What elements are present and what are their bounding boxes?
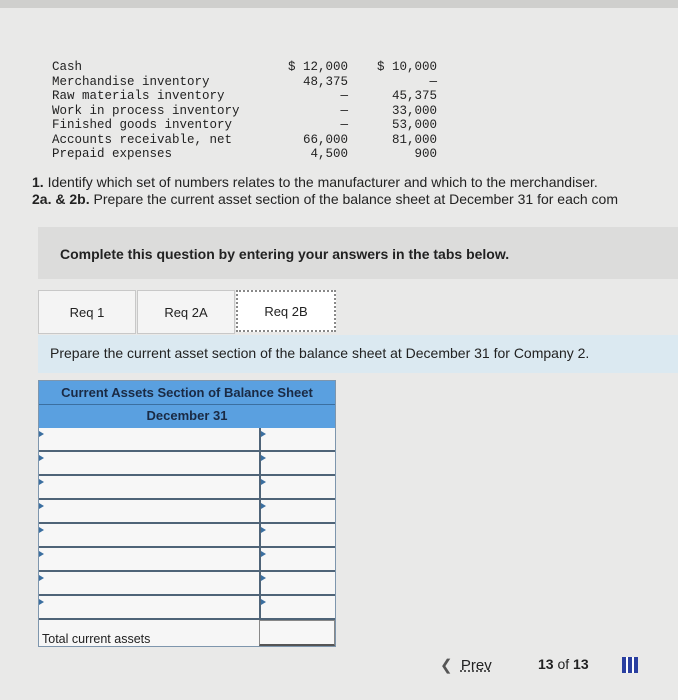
data-cell-c1: — [340, 89, 348, 103]
account-dropdown[interactable] [39, 452, 261, 474]
table-row [39, 572, 335, 596]
data-cell-c2: 33,000 [391, 103, 437, 118]
amount-input[interactable] [261, 596, 335, 618]
sheet-date: December 31 [39, 405, 335, 428]
data-cell-label: Raw materials inventory [52, 89, 225, 103]
dropdown-marker-icon [39, 455, 44, 461]
balance-sheet-table [38, 380, 336, 647]
data-cell-c1: 66,000 [302, 132, 348, 147]
banner-text: Complete this question by entering your answers in the tabs below. [60, 246, 510, 262]
dropdown-marker-icon [39, 599, 44, 605]
data-cell-label: Prepaid expenses [52, 147, 173, 161]
q2-number: 2a. & 2b. [32, 191, 90, 207]
tab-req-2a[interactable]: Req 2A [137, 290, 235, 334]
amount-input[interactable] [261, 428, 335, 450]
dropdown-marker-icon [39, 503, 44, 509]
amount-input[interactable] [261, 548, 335, 570]
data-row [52, 89, 437, 104]
table-row [39, 548, 335, 572]
dropdown-marker-icon [261, 455, 266, 461]
prev-label: Prev [460, 657, 492, 674]
data-cell-c1: $ 12,000 [287, 60, 348, 74]
data-cell-label: Work in process inventory [52, 103, 240, 118]
total-row [39, 620, 335, 646]
questions [32, 174, 618, 208]
data-cell-c1: — [340, 103, 348, 118]
account-dropdown[interactable] [39, 548, 261, 570]
page-current: 13 [538, 656, 554, 672]
dropdown-marker-icon [261, 431, 266, 437]
dropdown-marker-icon [261, 503, 266, 509]
data-cell-c2: 81,000 [391, 132, 437, 147]
data-cell-c1: — [340, 118, 348, 132]
dropdown-marker-icon [39, 479, 44, 485]
tab-instruction [38, 335, 678, 373]
page-of: of [557, 656, 570, 672]
dropdown-marker-icon [39, 527, 44, 533]
sheet-title: Current Assets Section of Balance Sheet [39, 381, 335, 405]
dropdown-marker-icon [39, 551, 44, 557]
data-cell-c1: 4,500 [310, 147, 348, 161]
account-dropdown[interactable] [39, 524, 261, 546]
dropdown-marker-icon [261, 551, 266, 557]
total-input[interactable] [259, 620, 335, 646]
data-cell-label: Finished goods inventory [52, 118, 233, 132]
data-row [52, 118, 437, 133]
prev-button[interactable] [440, 656, 492, 674]
account-dropdown[interactable] [39, 500, 261, 522]
amount-input[interactable] [261, 500, 335, 522]
dropdown-marker-icon [261, 575, 266, 581]
dropdown-marker-icon [39, 431, 44, 437]
tab-bar [38, 290, 337, 334]
amount-input[interactable] [261, 452, 335, 474]
data-row [52, 60, 437, 75]
account-dropdown[interactable] [39, 596, 261, 618]
data-cell-label: Cash [52, 60, 83, 74]
table-row [39, 500, 335, 524]
data-row [52, 75, 437, 90]
dropdown-marker-icon [261, 599, 266, 605]
table-row [39, 428, 335, 452]
data-row [52, 147, 437, 162]
amount-input[interactable] [261, 524, 335, 546]
amount-input[interactable] [261, 572, 335, 594]
account-dropdown[interactable] [39, 476, 261, 498]
account-dropdown[interactable] [39, 572, 261, 594]
instructions-banner [38, 227, 678, 279]
total-label: Total current assets [42, 632, 151, 646]
q1-text: Identify which set of numbers relates to the manufacturer and which to the merchandiser. [43, 174, 598, 190]
data-cell-label: Accounts receivable, net [52, 132, 233, 147]
account-dropdown[interactable] [39, 428, 261, 450]
q1-number: 1. [32, 174, 44, 190]
table-row [39, 596, 335, 620]
dropdown-marker-icon [261, 479, 266, 485]
data-cell-c1: 48,375 [302, 74, 348, 89]
given-data-table [52, 60, 437, 162]
page-indicator [538, 656, 589, 672]
top-bar [0, 0, 678, 8]
page-total: 13 [573, 656, 589, 672]
data-cell-c2: 900 [414, 147, 437, 161]
data-row [52, 133, 437, 148]
instruction-text: Prepare the current asset section of the balance sheet at December 31 for Company 2. [50, 345, 590, 361]
q2-text: Prepare the current asset section of the balance sheet at December 31 for each com [89, 191, 618, 207]
data-cell-label: Merchandise inventory [52, 74, 210, 89]
chevron-left-icon: ❮ [440, 657, 453, 674]
data-cell-c2: — [429, 74, 437, 89]
data-cell-c2: $ 10,000 [376, 60, 437, 74]
data-row [52, 104, 437, 119]
table-row [39, 524, 335, 548]
table-row [39, 452, 335, 476]
grid-menu-icon[interactable] [622, 657, 638, 673]
table-row [39, 476, 335, 500]
tab-req-1[interactable]: Req 1 [38, 290, 136, 334]
dropdown-marker-icon [261, 527, 266, 533]
data-cell-c2: 45,375 [391, 89, 437, 103]
data-cell-c2: 53,000 [391, 118, 437, 132]
amount-input[interactable] [261, 476, 335, 498]
tab-req-2b[interactable]: Req 2B [236, 290, 336, 332]
dropdown-marker-icon [39, 575, 44, 581]
